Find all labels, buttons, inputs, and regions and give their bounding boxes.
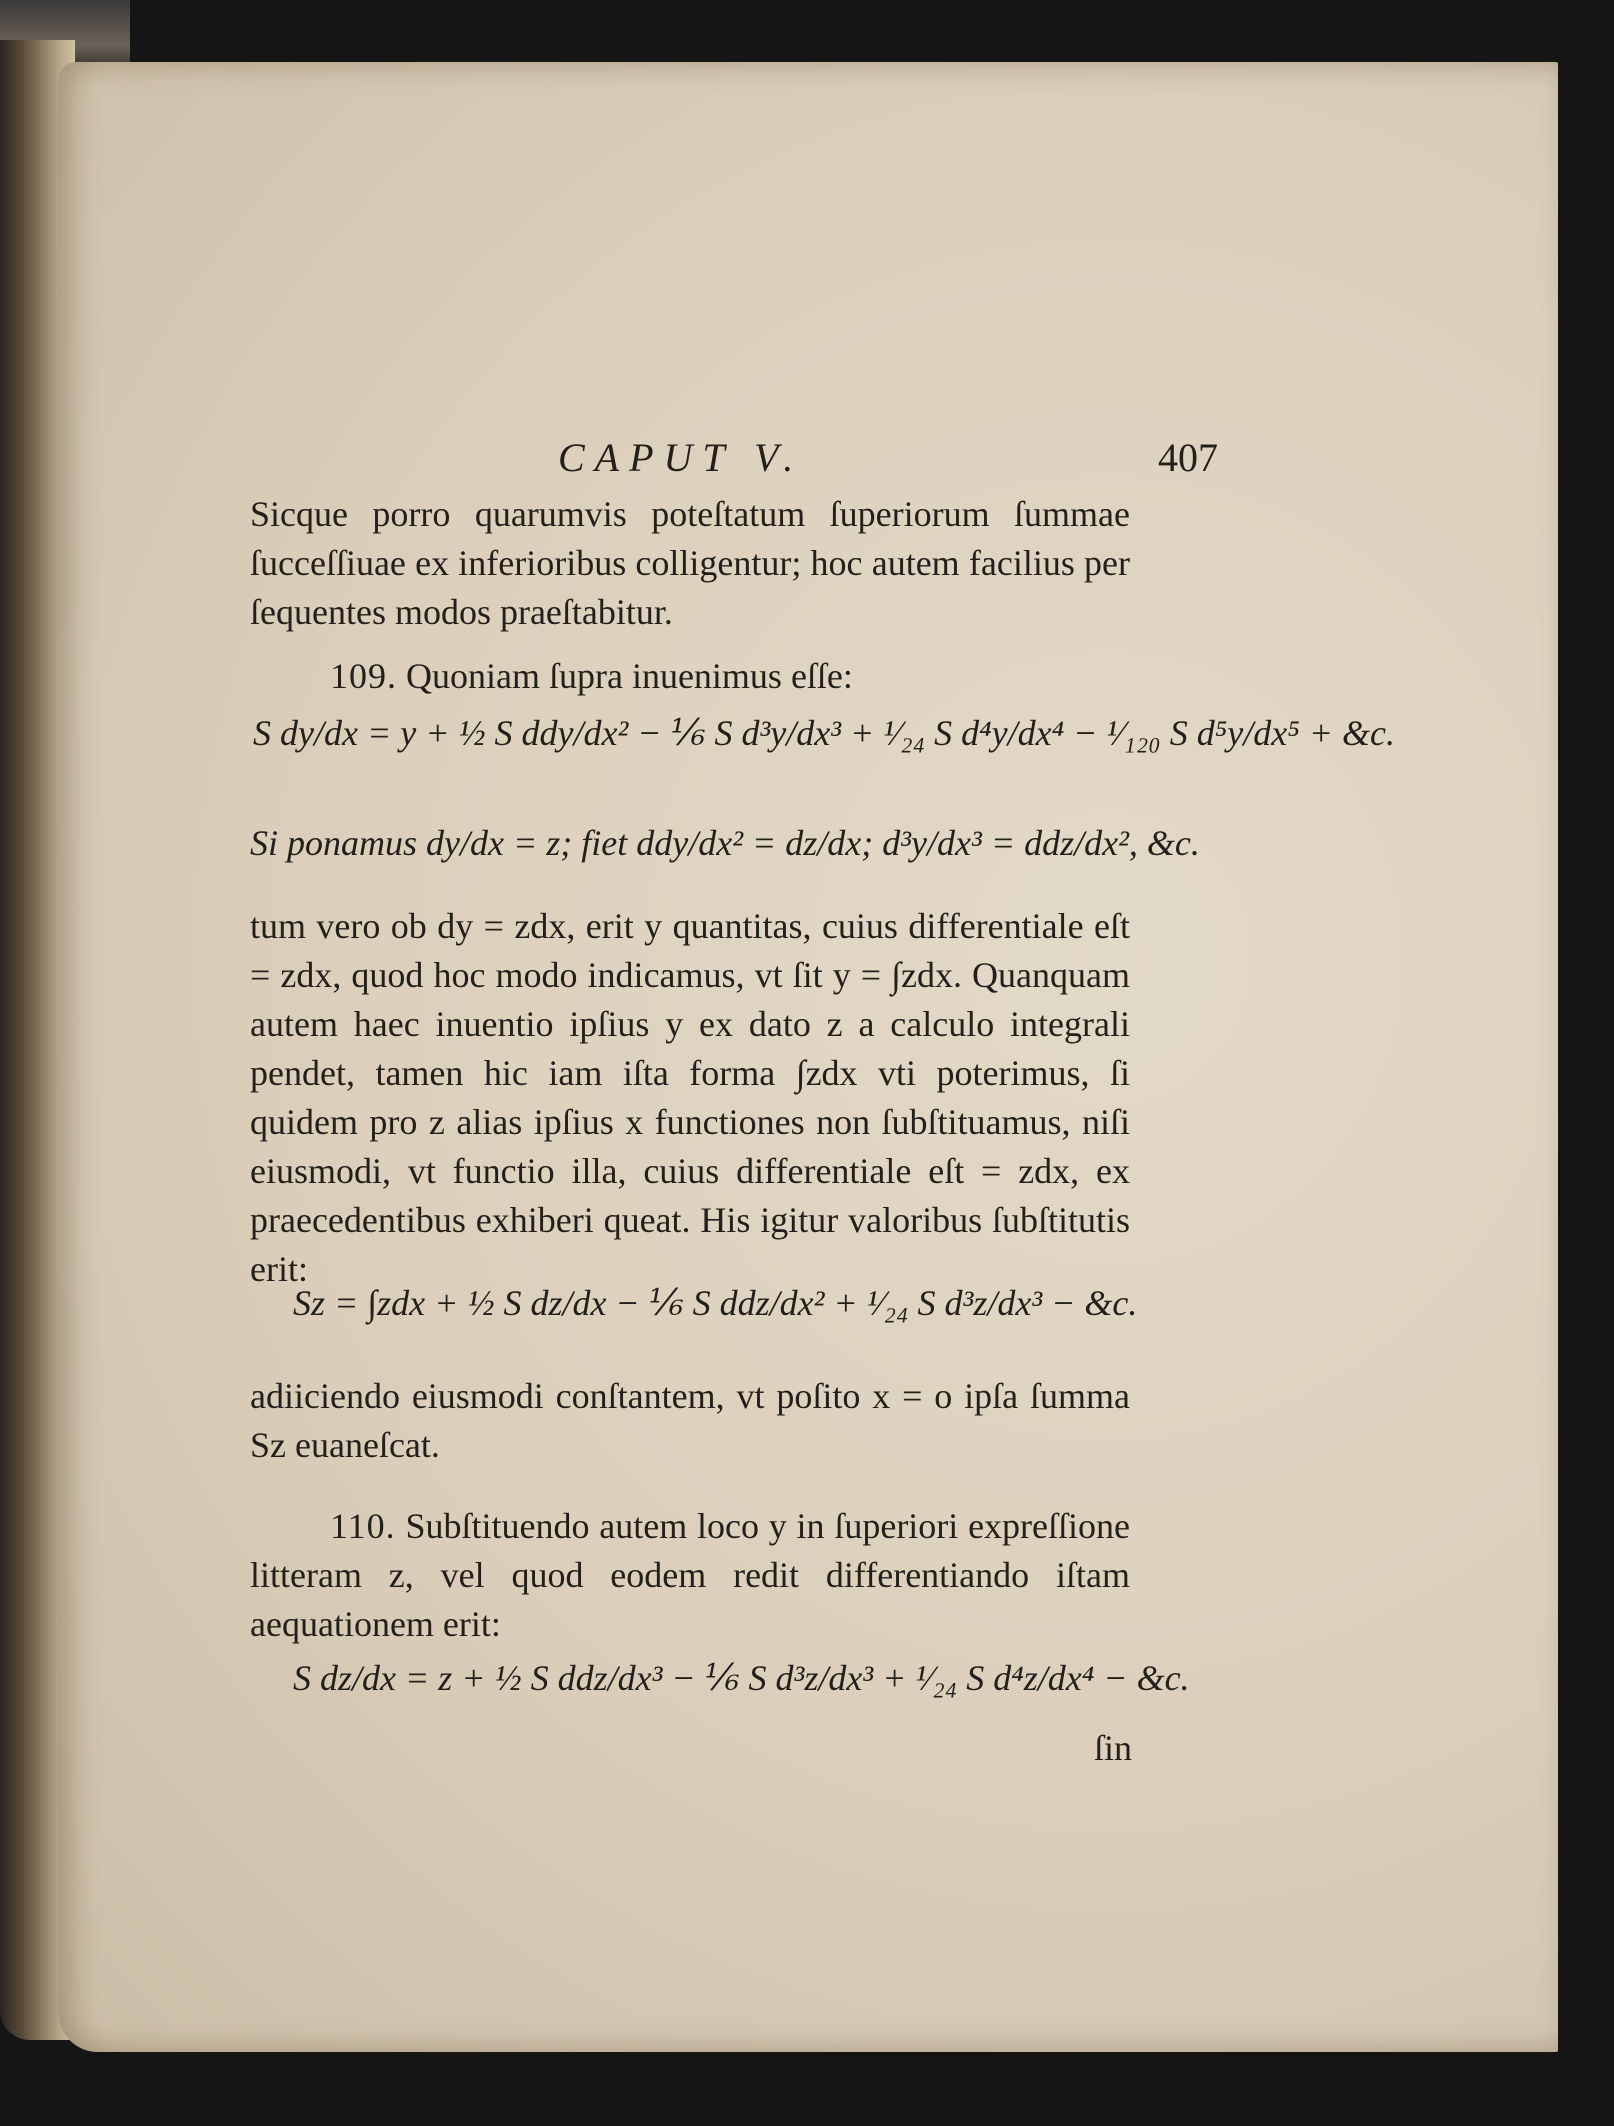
section-109-heading [330,652,1130,701]
page-number: 407 [1158,435,1218,480]
equation-2: Si ponamus dy/dx = z; fiet ddy/dx² = dz/dx; d³y/dx³ = ddz/dx², &c. [250,823,1200,863]
equation-4: S dz/dx = z + ½ S ddz/dx³ − ⅙ S d³z/dx³ + ¹⁄₂₄ S d⁴z/dx⁴ − &c. [293,1658,1190,1698]
section-109-body: tum vero ob dy = zdx, erit y quantitas, cuius differentiale eſt = zdx, quod hoc modo indicamus, vt ſit y = ∫zdx. Quanquam autem haec inuentio ipſius y ex dato z a calculo integrali pendet, tamen hic iam iſta forma ∫zdx vti poterimus, ſi quidem pro z alias ipſius x functiones non ſubſtituamus, niſi eiusmodi, vt functio illa, cuius differentiale eſt = zdx, ex praecedentibus exhiberi queat. His igitur valoribus ſubſtitutis erit: [250,906,1130,1289]
intro-paragraph: Sicque porro quarumvis poteſtatum ſuperiorum ſummae ſucceſſiuae ex inferioribus colligentur; hoc autem facilius per ſequentes modos praeſtabitur. [250,494,1130,632]
after-equation-3-paragraph: adiiciendo eiusmodi conſtantem, vt poſito x = o ipſa ſumma Sz euaneſcat. [250,1376,1130,1465]
catchword: ſin [1094,1728,1133,1768]
section-109-lead: Quoniam ſupra inuenimus eſſe: [406,656,853,696]
page-header [558,434,1218,484]
equation-1: S dy/dx = y + ½ S ddy/dx² − ⅙ S d³y/dx³ + ¹⁄₂₄ S d⁴y/dx⁴ − ¹⁄₁₂₀ S d⁵y/dx⁵ + &c. [253,713,1396,753]
section-110-paragraph [250,1502,1130,1649]
section-110-number: 110. [330,1506,396,1546]
equation-3: Sz = ∫zdx + ½ S dz/dx − ⅙ S ddz/dx² + ¹⁄₂₄ S d³z/dx³ − &c. [293,1283,1138,1323]
book-page [58,62,1558,2052]
section-109-number: 109. [330,656,397,696]
section-110-body: Subſtituendo autem loco y in ſuperiori expreſſione litteram z, vel quod eodem redit differentiando iſtam aequationem erit: [250,1506,1131,1644]
running-title: CAPUT V. [558,435,804,480]
